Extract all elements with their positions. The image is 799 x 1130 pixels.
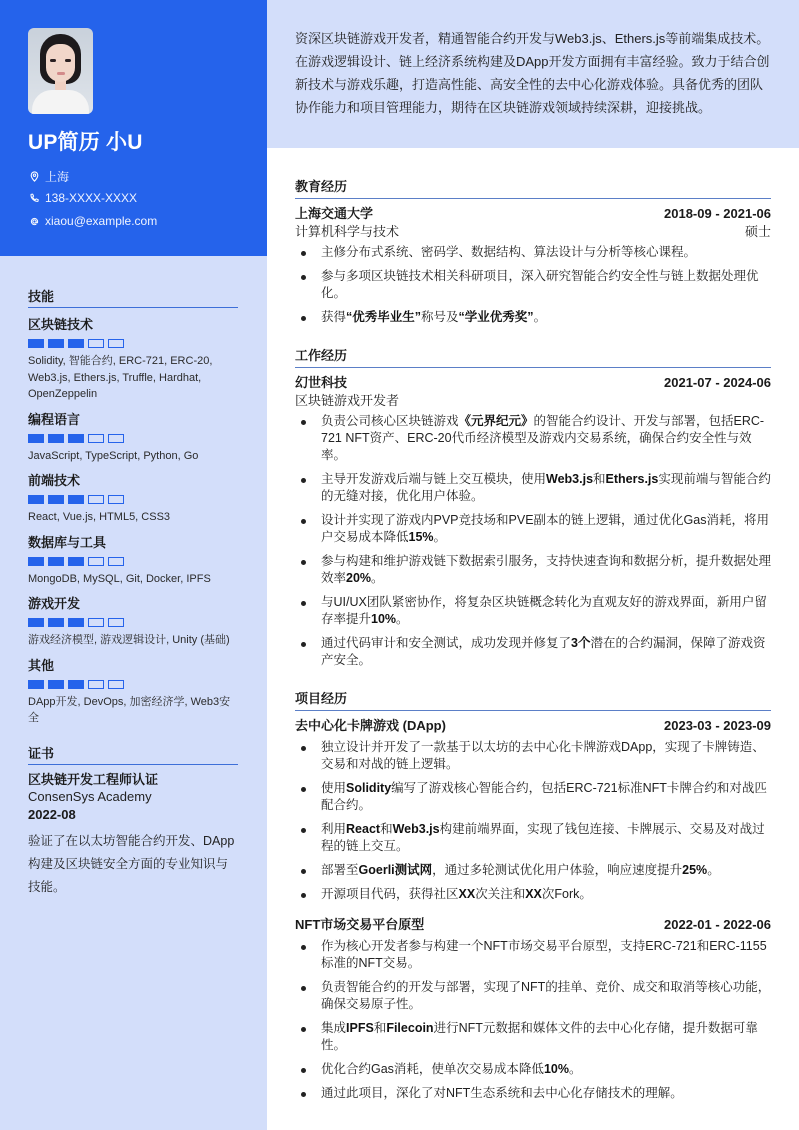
certificate-org: ConsenSys Academy xyxy=(28,788,152,804)
skill-name: 其他 xyxy=(28,657,55,673)
job-role: 区块链游戏开发者 xyxy=(295,393,400,408)
phone-text: 138-XXXX-XXXX xyxy=(45,191,138,205)
level-block-filled xyxy=(28,434,44,443)
level-block-filled xyxy=(28,618,44,627)
phone-icon xyxy=(28,192,40,204)
bullet-item: 使用Solidity编写了游戏核心智能合约，包括ERC-721标准NFT卡牌合约和对战匹配合约。 xyxy=(295,780,771,814)
project-bullets xyxy=(295,739,771,903)
skill-name: 数据库与工具 xyxy=(28,534,107,550)
bullet-item: 参与构建和维护游戏链下数据索引服务，支持快速查询和数据分析，提升数据处理效率20%。 xyxy=(295,553,771,587)
bullet-item: 主导开发游戏后端与链上交互模块，使用Web3.js和Ethers.js实现前端与智能合约的无缝对接，优化用户体验。 xyxy=(295,471,771,505)
work-title: 工作经历 xyxy=(295,345,771,368)
level-block-filled xyxy=(28,339,44,348)
level-block-filled xyxy=(48,339,64,348)
education-bullets xyxy=(295,244,771,326)
candidate-name: UP简历 小U xyxy=(28,131,143,154)
level-block-empty xyxy=(88,680,104,689)
level-block-filled xyxy=(68,339,84,348)
level-block-empty xyxy=(108,339,124,348)
skill-desc: MongoDB, MySQL, Git, Docker, IPFS xyxy=(28,572,211,585)
sidebar-body xyxy=(28,286,238,899)
education-title: 教育经历 xyxy=(295,176,771,199)
skill-item xyxy=(28,470,238,526)
summary-text: 资深区块链游戏开发者，精通智能合约开发与Web3.js、Ethers.js等前端集成技术。在游戏逻辑设计、链上经济系统构建及DApp开发方面拥有丰富经验。致力于结合创新技术与游戏乐趣，打造高性能、高安全性的去中心化游戏体验。具备优秀的团队协作能力和项目管理能力，期待在区块链游戏领域持续深耕，迎接挑战。 xyxy=(295,31,770,115)
bullet-item: 集成IPFS和Filecoin进行NFT元数据和媒体文件的去中心化存储，提升数据可靠性。 xyxy=(295,1020,771,1054)
level-block-empty xyxy=(88,339,104,348)
bullet-item: 作为核心开发者参与构建一个NFT市场交易平台原型，支持ERC-721和ERC-1155标准的NFT交易。 xyxy=(295,938,771,972)
work-entry xyxy=(295,374,771,669)
skill-item xyxy=(28,314,238,403)
skill-item xyxy=(28,409,238,465)
main-content xyxy=(295,176,771,1109)
bullet-item: 设计并实现了游戏内PVP竞技场和PVE副本的链上逻辑，通过优化Gas消耗，将用户交易成本降低15%。 xyxy=(295,512,771,546)
bullet-item: 参与多项区块链技术相关科研项目，深入研究智能合约安全性与链上数据处理优化。 xyxy=(295,268,771,302)
level-block-filled xyxy=(28,557,44,566)
profile-header xyxy=(0,0,267,256)
level-block-empty xyxy=(88,495,104,504)
level-block-filled xyxy=(68,680,84,689)
certificate-name: 区块链开发工程师认证 xyxy=(28,771,159,787)
skills-title: 技能 xyxy=(28,286,238,308)
skill-desc: Solidity, 智能合约, ERC-721, ERC-20, Web3.js, Ethers.js, Truffle, Hardhat, OpenZeppelin xyxy=(28,355,213,400)
major: 计算机科学与技术 xyxy=(295,224,400,239)
skill-desc: 游戏经济模型, 游戏逻辑设计, Unity (基础) xyxy=(28,634,230,646)
bullet-item: 负责智能合约的开发与部署，实现了NFT的挂单、竞价、成交和取消等核心功能，确保交易原子性。 xyxy=(295,979,771,1013)
work-bullets xyxy=(295,413,771,669)
bullet-item: 获得“优秀毕业生”称号及“学业优秀奖”。 xyxy=(295,309,771,326)
sidebar xyxy=(0,0,267,1130)
level-block-empty xyxy=(108,618,124,627)
contact-location xyxy=(28,168,69,185)
location-text: 上海 xyxy=(45,170,70,184)
skill-name: 前端技术 xyxy=(28,473,81,488)
bullet-item: 优化合约Gas消耗，使单次交易成本降低10%。 xyxy=(295,1061,771,1078)
level-block-filled xyxy=(68,557,84,566)
contact-phone xyxy=(28,191,137,205)
education-period: 2018-09 - 2021-06 xyxy=(664,206,771,221)
skill-level-meter xyxy=(28,680,238,689)
skill-name: 区块链技术 xyxy=(28,317,94,332)
skill-name: 游戏开发 xyxy=(28,596,81,611)
skill-level-meter xyxy=(28,495,238,504)
level-block-empty xyxy=(108,434,124,443)
summary-section xyxy=(267,0,799,148)
level-block-filled xyxy=(28,680,44,689)
level-block-filled xyxy=(68,434,84,443)
level-block-filled xyxy=(48,434,64,443)
certificate-desc: 验证了在以太坊智能合约开发、DApp构建及区块链安全方面的专业知识与技能。 xyxy=(28,833,235,894)
level-block-empty xyxy=(108,680,124,689)
skill-name: 编程语言 xyxy=(28,411,81,427)
level-block-empty xyxy=(88,618,104,627)
skill-level-meter xyxy=(28,557,238,566)
project-period: 2023-03 - 2023-09 xyxy=(664,718,771,733)
level-block-filled xyxy=(48,557,64,566)
skill-item xyxy=(28,655,238,727)
level-block-filled xyxy=(28,495,44,504)
education-entry xyxy=(295,205,771,326)
degree: 硕士 xyxy=(744,224,771,239)
bullet-item: 利用React和Web3.js构建前端界面，实现了钱包连接、卡牌展示、交易及对战过程的链上交互。 xyxy=(295,821,771,855)
project-entry xyxy=(295,717,771,903)
location-pin-icon xyxy=(28,171,40,183)
bullet-item: 与UI/UX团队紧密协作，将复杂区块链概念转化为直观友好的游戏界面，新用户留存率提升10%。 xyxy=(295,594,771,628)
bullet-item: 负责公司核心区块链游戏《元界纪元》的智能合约设计、开发与部署，包括ERC-721 NFT资产、ERC-20代币经济模型及游戏内交易系统，确保合约安全性与效率。 xyxy=(295,413,771,464)
level-block-empty xyxy=(88,434,104,443)
level-block-filled xyxy=(48,495,64,504)
project-entry xyxy=(295,916,771,1102)
company-name: 幻世科技 xyxy=(295,375,348,390)
bullet-item: 主修分布式系统、密码学、数据结构、算法设计与分析等核心课程。 xyxy=(295,244,771,261)
skills-list xyxy=(28,314,238,727)
level-block-filled xyxy=(48,618,64,627)
skill-level-meter xyxy=(28,339,238,348)
project-period: 2022-01 - 2022-06 xyxy=(664,917,771,932)
level-block-filled xyxy=(68,618,84,627)
level-block-empty xyxy=(108,495,124,504)
project-name: 去中心化卡牌游戏 (DApp) xyxy=(295,718,446,733)
bullet-item: 开源项目代码，获得社区XX次关注和XX次Fork。 xyxy=(295,886,771,903)
email-text: xiaou@example.com xyxy=(45,214,158,228)
skill-desc: DApp开发, DevOps, 加密经济学, Web3安全 xyxy=(28,695,231,724)
level-block-filled xyxy=(48,680,64,689)
school-name: 上海交通大学 xyxy=(295,206,374,221)
bullet-item: 通过此项目，深化了对NFT生态系统和去中心化存储技术的理解。 xyxy=(295,1085,771,1102)
bullet-item: 独立设计并开发了一款基于以太坊的去中心化卡牌游戏DApp，实现了卡牌铸造、交易和对战的链上逻辑。 xyxy=(295,739,771,773)
skill-level-meter xyxy=(28,618,238,627)
skill-desc: JavaScript, TypeScript, Python, Go xyxy=(28,449,199,462)
work-period: 2021-07 - 2024-06 xyxy=(664,375,771,390)
certificates-title: 证书 xyxy=(28,743,238,765)
projects-title: 项目经历 xyxy=(295,688,771,711)
skill-item xyxy=(28,532,238,588)
skill-desc: React, Vue.js, HTML5, CSS3 xyxy=(28,511,171,523)
level-block-empty xyxy=(108,557,124,566)
skill-level-meter xyxy=(28,434,238,443)
avatar xyxy=(28,28,93,114)
bullet-item: 通过代码审计和安全测试，成功发现并修复了3个潜在的合约漏洞，保障了游戏资产安全。 xyxy=(295,635,771,669)
level-block-filled xyxy=(68,495,84,504)
certificate-date: 2022-08 xyxy=(28,806,76,822)
project-name: NFT市场交易平台原型 xyxy=(295,917,425,932)
certificate-item xyxy=(28,771,238,899)
skill-item xyxy=(28,593,238,649)
project-bullets xyxy=(295,938,771,1102)
bullet-item: 部署至Goerli测试网，通过多轮测试优化用户体验，响应速度提升25%。 xyxy=(295,862,771,879)
email-at-icon xyxy=(28,215,40,227)
contact-email xyxy=(28,214,157,228)
level-block-empty xyxy=(88,557,104,566)
